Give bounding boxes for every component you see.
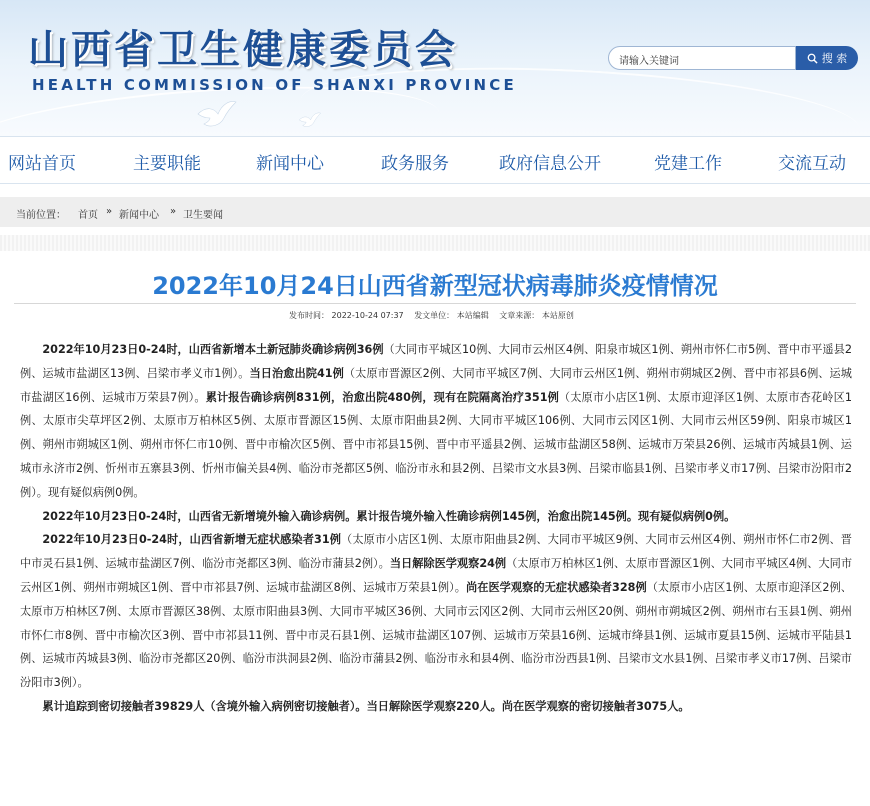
breadcrumb: [0, 197, 870, 227]
site-logo-subtitle: HEALTH COMMISSION OF SHANXI PROVINCE: [32, 76, 517, 94]
article-text: （太原市晋源区2例、大同市平城区7例、大同市云州区1例、朔州市朔城区2例、晋中市祁县6例、运城市盐湖区16例、运城市万荣县7例）。: [20, 366, 852, 404]
article-text-bold: 尚在医学观察的无症状感染者328例: [465, 580, 647, 594]
dove-icon: [196, 100, 238, 132]
article-text: （太原市小店区1例、太原市阳曲县2例、大同市平城区9例、大同市云州区4例、朔州市怀仁市2例、晋中市灵石县1例、运城市盐湖区7例、临汾市尧都区3例、临汾市蒲县2例）。: [20, 533, 852, 571]
dove-icon: [298, 112, 322, 130]
article-text-bold: 当日治愈出院41例: [249, 366, 344, 380]
site-logo-title[interactable]: 山西省卫生健康委员会: [28, 27, 458, 73]
nav-item-services[interactable]: 政务服务: [381, 154, 449, 174]
article-title: 2022年10月24日山西省新型冠状病毒肺炎疫情情况: [152, 272, 718, 300]
search-button[interactable]: [796, 46, 858, 70]
article-text-bold: 累计报告确诊病例831例，治愈出院480例，现有在院隔离治疗351例: [205, 390, 559, 404]
publish-time: 发布时间： 2022-10-24 07:37: [289, 311, 404, 320]
article-text: （太原市小店区1例、太原市迎泽区2例、太原市万柏林区7例、太原市晋源区38例、太原市阳曲县3例、大同市平城区36例、大同市云冈区2例、大同市云州区20例、朔州市朔城区2例、朔州市右玉县1例、朔州市怀仁市8例、晋中市榆次区3例、晋中市祁县11例、晋中市灵石县1例、运城市盐湖区107例、运城市万荣县16例、运城市绛县1例、运城市夏县15例、运城市平陆县1例、运城市芮城县3例、临汾市尧都区20例、临汾市洪洞县2例、临汾市蒲县2例、临汾市永和县4例、临汾市汾西县1例、吕梁市文水县1例、吕梁市孝义市17例、吕梁市汾阳市3例）。: [20, 580, 852, 690]
main-nav: [0, 136, 870, 184]
search-icon: [807, 53, 818, 64]
nav-item-news[interactable]: 新闻中心: [256, 154, 324, 174]
article-paragraph: [20, 528, 852, 695]
nav-item-home[interactable]: 网站首页: [8, 154, 76, 174]
nav-item-gov-info[interactable]: 政府信息公开: [499, 154, 601, 174]
article-meta: [289, 310, 582, 321]
nav-item-functions[interactable]: 主要职能: [133, 154, 201, 174]
article-paragraph: [20, 338, 852, 505]
title-divider: [14, 303, 856, 304]
article-text-bold: 2022年10月23日0-24时，山西省新增无症状感染者31例: [42, 533, 342, 547]
article-text-bold: 2022年10月23日0-24时，山西省新增本土新冠肺炎确诊病例36例: [42, 343, 384, 356]
site-header: [0, 0, 870, 136]
breadcrumb-home[interactable]: 首页: [78, 210, 98, 221]
publisher: 发文单位： 本站编辑: [414, 311, 489, 320]
search-input[interactable]: 请输入关键词: [608, 46, 796, 70]
divider-band: [0, 235, 870, 251]
search-button-label: 搜 索: [821, 52, 848, 65]
article-text-bold: 2022年10月23日0-24时，山西省无新增境外输入确诊病例。累计报告境外输入性确诊病例145例，治愈出院145例。现有疑似病例0例。: [42, 509, 736, 523]
article-text-bold: 累计追踪到密切接触者39829人（含境外输入病例密切接触者）。当日解除医学观察220人。尚在医学观察的密切接触者3075人。: [42, 699, 690, 713]
article-text: （太原市小店区1例、太原市迎泽区1例、太原市杏花岭区1例、太原市尖草坪区2例、太原市万柏林区5例、太原市晋源区15例、太原市阳曲县2例、大同市平城区106例、大同市云冈区1例、大同市云州区59例、阳泉市城区1例、朔州市朔城区1例、朔州市怀仁市10例、晋中市榆次区5例、晋中市祁县15例、晋中市平遥县2例、运城市盐湖区58例、运城市万荣县26例、运城市芮城县1例、运城市永济市2例、忻州市五寨县3例、忻州市偏关县4例、临汾市尧都区5例、临汾市永和县2例、吕梁市文水县3例、吕梁市临县1例、吕梁市孝义市17例、吕梁市汾阳市2例）。现有疑似病例0例。: [20, 390, 853, 499]
article-text-bold: 当日解除医学观察24例: [389, 557, 507, 571]
nav-item-interaction[interactable]: 交流互动: [778, 154, 846, 174]
breadcrumb-separator: »: [106, 206, 113, 217]
article-paragraph: [20, 695, 852, 719]
breadcrumb-news[interactable]: 新闻中心: [119, 210, 159, 221]
nav-item-party[interactable]: 党建工作: [654, 154, 722, 174]
breadcrumb-current[interactable]: 卫生要闻: [183, 210, 223, 221]
article-body: [20, 338, 852, 719]
article-paragraph: [20, 505, 852, 529]
article-text: （太原市万柏林区1例、太原市晋源区1例、大同市平城区4例、大同市云州区1例、朔州市朔城区1例、晋中市祁县7例、运城市盐湖区8例、运城市万荣县1例）。: [20, 557, 853, 594]
breadcrumb-label: 当前位置：: [16, 210, 66, 221]
breadcrumb-separator: »: [170, 206, 177, 217]
article-text: （大同市平城区10例、大同市云州区4例、阳泉市城区1例、朔州市怀仁市5例、晋中市平遥县2例、运城市盐湖区13例、吕梁市孝义市1例）。: [20, 343, 852, 380]
article-source: 文章来源： 本站原创: [499, 311, 574, 320]
